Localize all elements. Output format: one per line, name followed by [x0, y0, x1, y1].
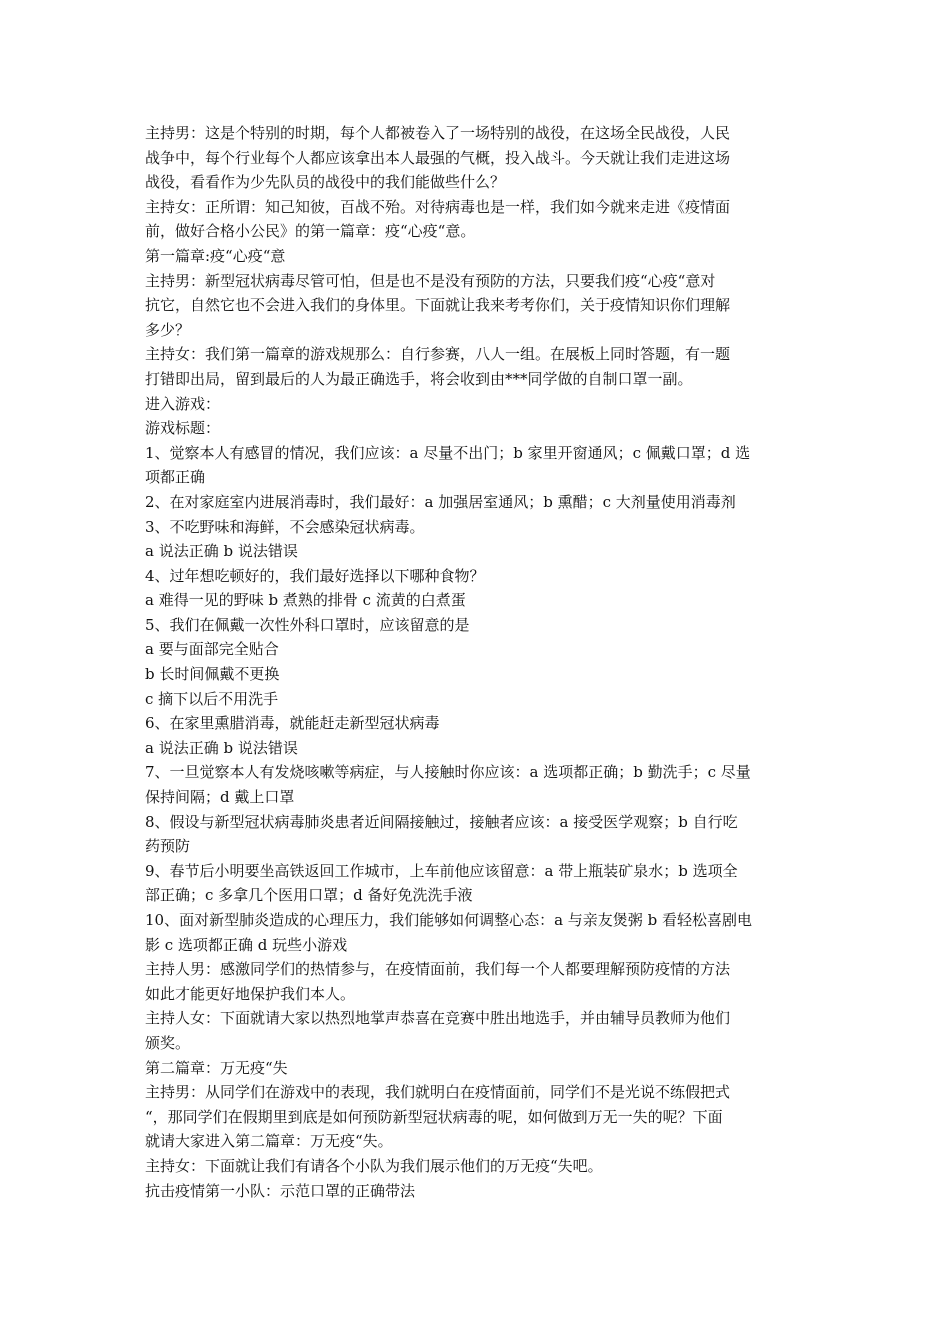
question-line: 9、春节后小明要坐高铁返回工作城市，上车前他应该留意：a 带上瓶装矿泉水；b 选项全 — [145, 861, 738, 880]
answer-line: a 说法正确 b 说法错误 — [145, 542, 298, 561]
text-line: 主持人女：下面就请大家以热烈地掌声恭喜在竞赛中胜出地选手，并由辅导员教师为他们 — [145, 1009, 731, 1028]
answer-line: a 要与面部完全贴合 — [145, 640, 279, 659]
section-heading: 第一篇章:疫“心疫“意 — [145, 246, 286, 265]
text-line: 前，做好合格小公民》的第一篇章：疫“心疫“意。 — [145, 222, 476, 241]
question-line: 2、在对家庭室内进展消毒时，我们最好：a 加强居室通风；b 熏醋；c 大剂量使用消毒剂 — [145, 492, 736, 511]
text-line: 主持女：我们第一篇章的游戏规那么：自行参赛，八人一组。在展板上同时答题，有一题 — [145, 345, 731, 364]
text-line: 游戏标题： — [145, 419, 221, 438]
question-line: 10、面对新型肺炎造成的心理压力，我们能够如何调整心态：a 与亲友煲粥 b 看轻松喜剧电 — [145, 911, 752, 929]
question-line: 项都正确 — [145, 468, 206, 487]
answer-line: b 长时间佩戴不更换 — [145, 665, 280, 684]
answer-line: c 摘下以后不用洗手 — [145, 689, 279, 708]
answer-line: a 说法正确 b 说法错误 — [145, 738, 298, 757]
question-line: 1、觉察本人有感冒的情况，我们应该：a 尽量不出门；b 家里开窗通风；c 佩戴口罩；d 选 — [145, 443, 751, 462]
answer-line: a 难得一见的野味 b 煮熟的排骨 c 流黄的白煮蛋 — [145, 591, 466, 610]
text-line: 多少？ — [145, 320, 191, 339]
question-line: 5、我们在佩戴一次性外科口罩时，应该留意的是 — [145, 615, 470, 634]
question-line: 4、过年想吃顿好的，我们最好选择以下哪种食物？ — [145, 566, 485, 585]
question-line: 3、不吃野味和海鲜，不会感染冠状病毒。 — [145, 517, 425, 536]
text-line: 颁奖。 — [145, 1033, 191, 1052]
text-line: 进入游戏： — [145, 394, 221, 413]
document-page — [145, 121, 810, 1203]
text-line: 如此才能更好地保护我们本人。 — [145, 984, 356, 1003]
text-line: 就请大家进入第二篇章：万无疫“失。 — [145, 1132, 393, 1151]
question-line: 7、一旦觉察本人有发烧咳嗽等病症，与人接触时你应该：a 选项都正确；b 勤洗手；c 尽量 — [145, 763, 751, 782]
text-line: 主持男：新型冠状病毒尽管可怕，但是也不是没有预防的方法，只要我们疫“心疫“意对 — [145, 271, 716, 290]
question-line: 部正确；c 多拿几个医用口罩；d 备好免洗洗手液 — [145, 886, 473, 905]
question-line: 6、在家里熏腊消毒，就能赶走新型冠状病毒 — [145, 714, 440, 733]
text-line: 抗它，自然它也不会进入我们的身体里。下面就让我来考考你们，关于疫情知识你们理解 — [145, 296, 731, 315]
text-line: 主持人男：感激同学们的热情参与，在疫情面前，我们每一个人都要理解预防疫情的方法 — [145, 960, 731, 979]
question-line: 保持间隔；d 戴上口罩 — [145, 788, 295, 807]
question-line: 8、假设与新型冠状病毒肺炎患者近间隔接触过，接触者应该：a 接受医学观察；b 自行吃 — [145, 812, 738, 831]
text-line: 打错即出局，留到最后的人为最正确选手，将会收到由***同学做的自制口罩一副。 — [145, 369, 693, 388]
text-line: 主持男：从同学们在游戏中的表现，我们就明白在疫情面前，同学们不是光说不练假把式 — [145, 1083, 731, 1102]
question-line: 药预防 — [145, 837, 191, 856]
text-line: 主持女：下面就让我们有请各个小队为我们展示他们的万无疫“失吧。 — [145, 1156, 603, 1175]
text-line: 主持女：正所谓：知己知彼，百战不殆。对待病毒也是一样，我们如今就来走进《疫情面 — [145, 197, 731, 216]
text-line: “，那同学们在假期里到底是如何预防新型冠状病毒的呢，如何做到万无一失的呢？下面 — [145, 1107, 723, 1126]
question-line: 影 c 选项都正确 d 玩些小游戏 — [145, 935, 348, 954]
section-heading: 第二篇章：万无疫“失 — [145, 1058, 288, 1077]
text-line: 主持男：这是个特别的时期，每个人都被卷入了一场特别的战役，在这场全民战役，人民 — [145, 124, 731, 142]
text-line: 战役，看看作为少先队员的战役中的我们能做些什么？ — [145, 173, 506, 192]
text-line: 战争中，每个行业每个人都应该拿出本人最强的气概，投入战斗。今天就让我们走进这场 — [145, 148, 731, 167]
text-line: 抗击疫情第一小队：示范口罩的正确带法 — [145, 1181, 416, 1200]
